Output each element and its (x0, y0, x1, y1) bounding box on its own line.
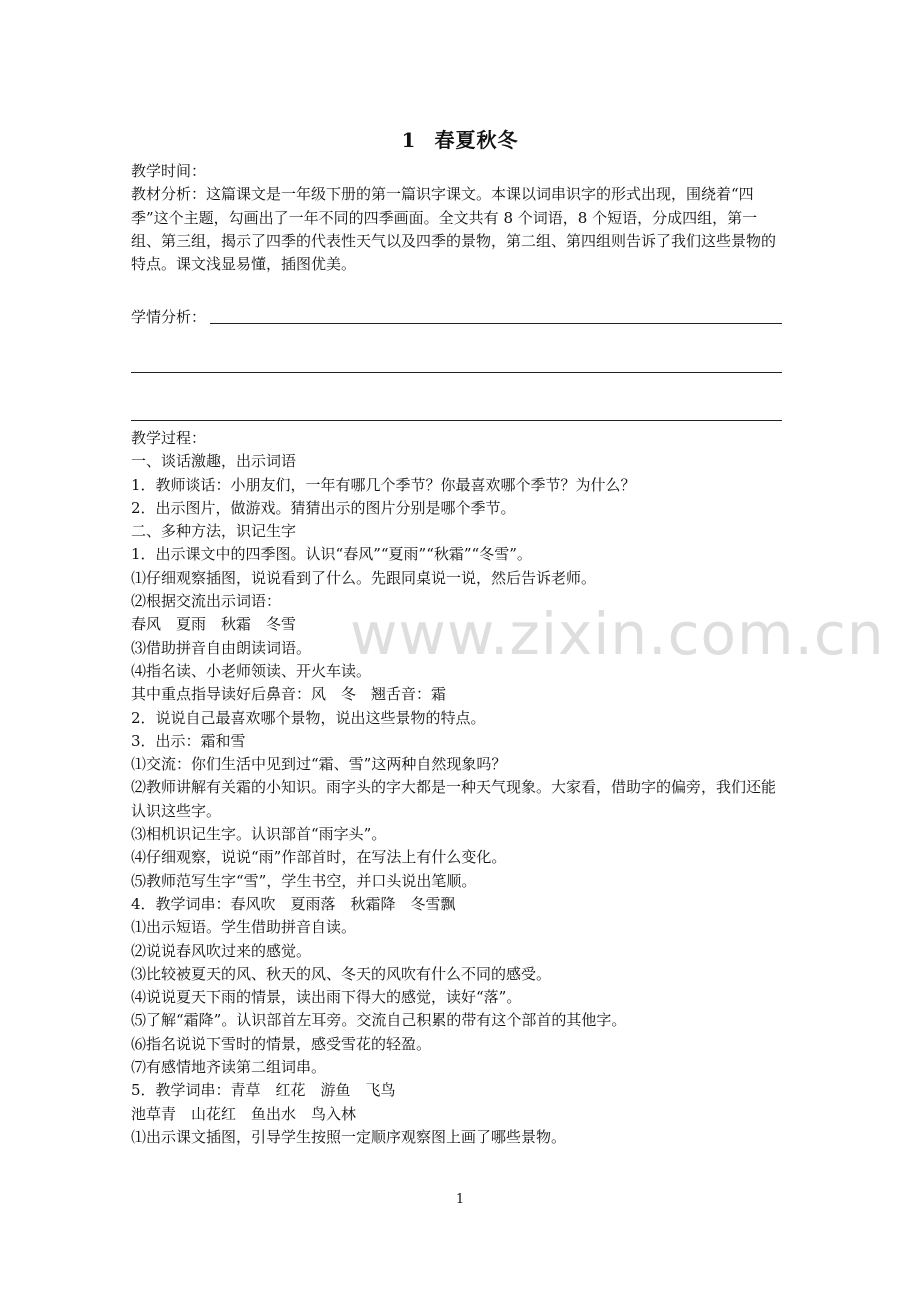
lesson-number: 1 (401, 128, 417, 152)
process-line: 其中重点指导读好后鼻音：风 冬 翘舌音：霜 (131, 685, 447, 704)
teaching-time: 教学时间： (131, 162, 207, 180)
process-line: 1．出示课文中的四季图。认识“春风”“夏雨”“秋霜”“冬雪”。 (131, 545, 532, 564)
process-line: 3．出示：霜和雪 (131, 731, 246, 750)
process-line: ⑶借助拼音自由朗读词语。 (131, 638, 312, 657)
process-line: ⑷指名读、小老师领读、开火车读。 (131, 661, 372, 680)
process-line: ⑸教师范写生字“雪”，学生书空，并口头说出笔顺。 (131, 871, 477, 890)
process-line: 一、谈话激趣，出示词语 (131, 452, 297, 471)
process-line: ⑵根据交流出示词语： (131, 592, 282, 611)
process-line: ⑴交流：你们生活中见到过“霜、雪”这两种自然现象吗？ (131, 755, 507, 774)
learning-analysis-label: 学情分析： (131, 308, 207, 326)
process-line: ⑸了解“霜降”。认识部首左耳旁。交流自己积累的带有这个部首的其他字。 (131, 1011, 627, 1030)
process-line: 教学过程： (131, 429, 207, 447)
process-line: 2．说说自己最喜欢哪个景物，说出这些景物的特点。 (131, 708, 486, 727)
lesson-name: 春夏秋冬 (434, 128, 519, 152)
process-line: 5．教学词串：青草 红花 游鱼 飞鸟 (131, 1081, 396, 1100)
process-line: 2．出示图片，做游戏。猜猜出示的图片分别是哪个季节。 (131, 498, 516, 517)
process-line: 池草青 山花红 鱼出水 鸟入林 (131, 1104, 357, 1123)
process-line: 1．教师谈话：小朋友们，一年有哪几个季节？你最喜欢哪个季节？为什么？ (131, 475, 636, 494)
process-line: ⑴仔细观察插图，说说看到了什么。先跟同桌说一说，然后告诉老师。 (131, 568, 597, 587)
process-line: ⑶比较被夏天的风、秋天的风、冬天的风吹有什么不同的感受。 (131, 964, 552, 983)
watermark: www.zixin.com.cn (350, 600, 885, 668)
process-line: ⑵说说春风吹过来的感觉。 (131, 941, 312, 960)
process-line: ⑶相机识记生字。认识部首“雨字头”。 (131, 825, 387, 844)
fill-line-3 (131, 420, 782, 421)
process-line: 二、多种方法，识记生字 (131, 522, 297, 541)
process-line: ⑹指名说说下雪时的情景，感受雪花的轻盈。 (131, 1034, 432, 1053)
fill-line-1 (210, 323, 782, 324)
process-line: ⑵教师讲解有关霜的小知识。雨字头的字大都是一种天气现象。大家看，借助字的偏旁，我们还能认识这些字。 (131, 778, 777, 820)
process-line: ⑴出示短语。学生借助拼音自读。 (131, 918, 357, 937)
teaching-process (131, 427, 783, 1149)
process-line: ⑺有感情地齐读第二组词串。 (131, 1058, 327, 1077)
process-line: ⑴出示课文插图，引导学生按照一定顺序观察图上画了哪些景物。 (131, 1127, 567, 1146)
intro-section (131, 160, 783, 276)
material-analysis: 教材分析：这篇课文是一年级下册的第一篇识字课文。本课以词串识字的形式出现，围绕着“四季”这个主题，勾画出了一年不同的四季画面。全文共有 8 个词语，8 个短语，分成四组，第一组、第三组，揭示了四季的代表性天气以及四季的景物，第二组、第四组则告诉了我们这些景物的特点。课文浅显易懂，插图优美。 (131, 185, 777, 274)
process-line: ⑷仔细观察，说说“雨”作部首时，在写法上有什么变化。 (131, 848, 507, 867)
fill-line-2 (131, 372, 782, 373)
lesson-title (0, 124, 920, 153)
process-line: 4．教学词串：春风吹 夏雨落 秋霜降 冬雪飘 (131, 894, 456, 913)
page-number: 1 (455, 1192, 465, 1207)
process-line: ⑷说说夏天下雨的情景，读出雨下得大的感觉，读好“落”。 (131, 988, 522, 1007)
process-line: 春风 夏雨 秋霜 冬雪 (131, 615, 297, 634)
